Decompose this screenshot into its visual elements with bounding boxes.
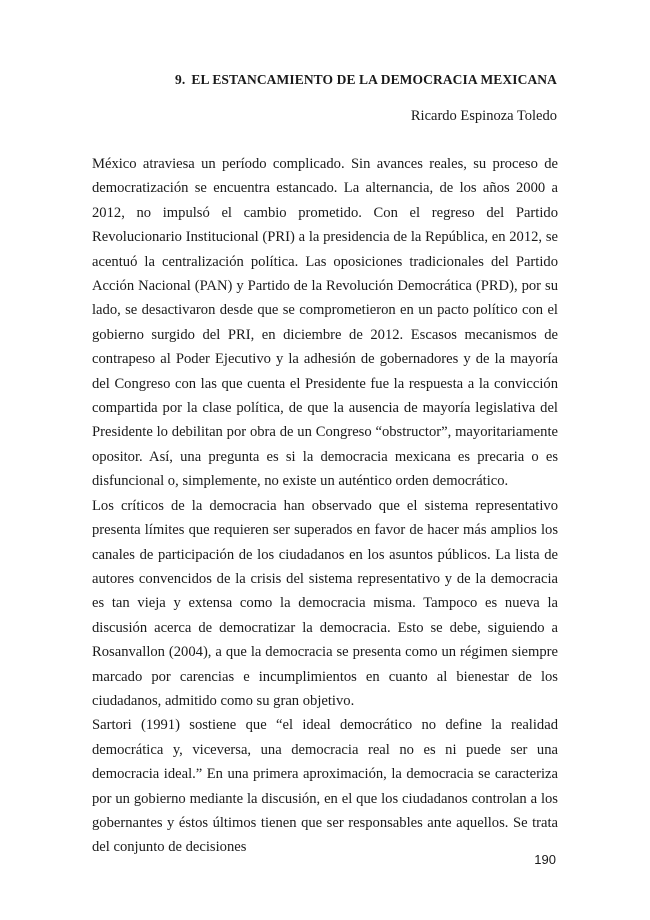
author-name: Ricardo Espinoza Toledo	[410, 108, 557, 124]
paragraph: México atraviesa un período complicado. Sin avances reales, su proceso de democratización se encuentra estancado. La alternancia, de los años 2000 a 2012, no impulsó el cambio prometido. Con el regreso del Partido Revolucionario Institucional (PRI) a la presidencia de la República, en 2012, se acentuó la centralización política. Las oposiciones tradicionales del Partido Acción Nacional (PAN) y Partido de la Revolución Democrática (PRD), por su lado, se desactivaron desde que se comprometieron en un pacto político con el gobierno surgido del PRI, en diciembre de 2012. Escasos mecanismos de contrapeso al Poder Ejecutivo y la adhesión de gobernadores y de la mayoría del Congreso con las que cuenta el Presidente fue la respuesta a la convicción compartida por la clase política, de que la ausencia de mayoría legislativa del Presidente lo debilitan por obra de un Congreso “obstructor”, mayoritariamente opositor. Así, una pregunta es si la democracia mexicana es precaria o es disfuncional o, simplemente, no existe un auténtico orden democrático.	[92, 156, 558, 490]
paragraph: Sartori (1991) sostiene que “el ideal democrático no define la realidad democrática y, viceversa, una democracia real no es ni puede ser una democracia ideal.” En una primera aproximación, la democracia se caracteriza por un gobierno mediante la discusión, en el que los ciudadanos controlan a los gobernantes y éstos últimos tienen que ser responsables ante aquellos. Se trata del conjunto de decisiones	[92, 717, 558, 856]
chapter-heading	[175, 72, 557, 88]
chapter-number: 9.	[175, 72, 186, 87]
paragraph: Los críticos de la democracia han observado que el sistema representativo presenta límites que requieren ser superados en favor de hacer más amplios los canales de participación de los ciudadanos en los asuntos públicos. La lista de autores convencidos de la crisis del sistema representativo y de la democracia es tan vieja y extensa como la democracia misma. Tampoco es nueva la discusión acerca de democratizar la democracia. Esto se debe, siguiendo a Rosanvallon (2004), a que la democracia se presenta como un régimen siempre marcado por carencias e incumplimientos en cuanto al bienestar de los ciudadanos, admitido como su gran objetivo.	[92, 497, 558, 709]
page-number: 190	[534, 852, 556, 867]
chapter-title: EL ESTANCAMIENTO DE LA DEMOCRACIA MEXICANA	[191, 72, 557, 87]
body-text	[92, 152, 558, 860]
